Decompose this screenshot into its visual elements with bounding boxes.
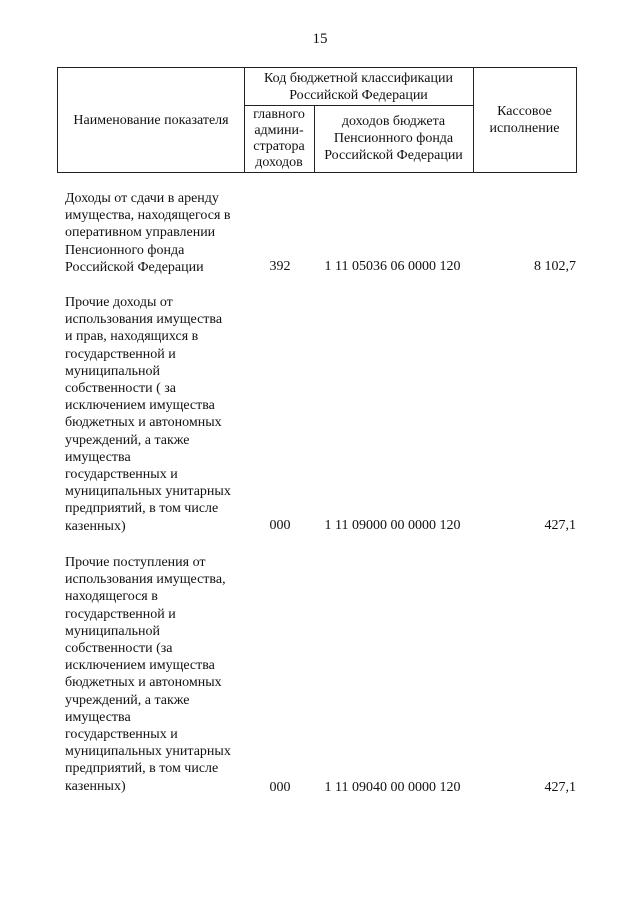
row-admin-code: 000 [269,780,291,795]
header-indicator-name: Наименование показателя [73,112,229,128]
row-amount: 427,1 [544,780,576,795]
row-admin-code: 000 [269,518,291,533]
row-budget-code: 1 11 05036 06 0000 120 [324,259,461,274]
page-number: 15 [312,31,328,47]
row-amount: 8 102,7 [534,259,576,274]
row-admin-code: 392 [269,259,291,274]
row-amount: 427,1 [544,518,576,533]
header-pension-fund-revenue: доходов бюджета Пенсионного фонда Российской Федерации [324,114,463,163]
header-chief-admin: главного админи- стратора доходов [253,106,305,170]
row-budget-code: 1 11 09000 00 0000 120 [324,518,461,533]
row-name: Прочие поступления от использования имущества, находящегося в государственной и муниципальной собственности (за исключением имущества бюджетных и автономных учреждений, а также имущества государственных и муниципальных унитарных предприятий, в том числе казенных) [65,555,231,794]
header-cash-execution: Кассовое исполнение [489,104,560,136]
row-budget-code: 1 11 09040 00 0000 120 [324,780,461,795]
header-budget-code-group: Код бюджетной классификации Российской Федерации [264,70,453,103]
row-name: Доходы от сдачи в аренду имущества, находящегося в оперативном управлении Пенсионного фонда Российской Федерации [65,191,231,275]
row-name: Прочие доходы от использования имущества и прав, находящихся в государственной и муниципальной собственности ( за исключением имущества бюджетных и автономных учреждений, а также имущества государственных и муниципальных унитарных предприятий, в том числе казенных) [65,295,231,534]
table-header [57,67,577,173]
